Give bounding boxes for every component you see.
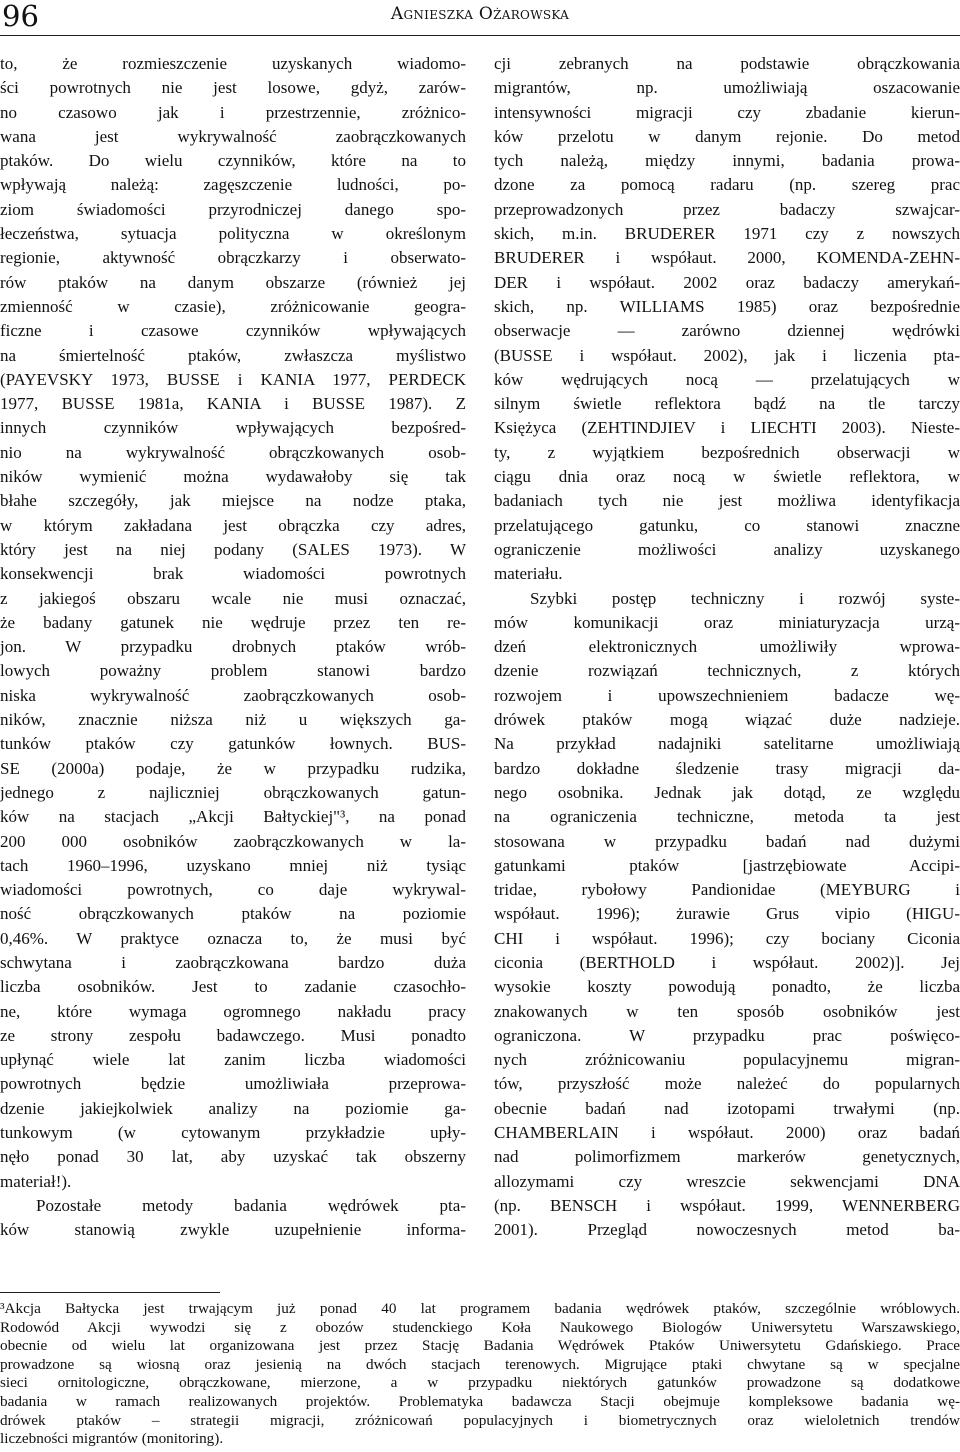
text-line: tridae, rybołowy Pandionidae (MEYBURG i — [494, 880, 960, 900]
text-line: innych czynników wpływających bezpośred- — [0, 418, 466, 438]
text-line: który jest na niej podany (SALES 1973). W — [0, 539, 466, 559]
text-line: tów, przyszłość może należeć do popularnych — [494, 1074, 960, 1094]
text-line: ków przelotu w danym rejonie. Do metod — [494, 126, 960, 146]
text-line: wana jest wykrywalność zaobrączkowanych — [0, 126, 466, 146]
text-line: mów komunikacji oraz miniaturyzacja urzą- — [494, 612, 960, 632]
text-line: skich, np. WILLIAMS 1985) oraz bezpośrednie — [494, 296, 960, 316]
text-line: allozymami czy wreszcie sekwencjami DNA — [494, 1171, 960, 1191]
text-line: badaniach tych nie jest możliwa identyfikacja — [494, 491, 960, 511]
text-line: drówek ptaków mogą wiązać duże nadzieje. — [494, 710, 960, 730]
left-column — [0, 52, 466, 1243]
text-line: łeczeństwa, sytuacja polityczna w określonym — [0, 224, 466, 244]
text-line: intensywności migracji czy zbadanie kierun- — [494, 102, 960, 122]
text-line: 2001). Przegląd nowoczesnych metod ba- — [494, 1220, 960, 1240]
footnote-line: badania w ramach realizowanych projektów. Problematyka badawcza Stacji obejmuje kompleksowe badania wę- — [0, 1392, 960, 1410]
text-line: schwytana i zaobrączkowana bardzo duża — [0, 952, 466, 972]
text-line: współaut. 1996); żurawie Grus vipio (HIGU- — [494, 904, 960, 924]
text-line: dzenie jakiejkolwiek analizy na poziomie ga- — [0, 1098, 466, 1118]
text-line: ści powrotnych nie jest losowe, gdyż, zarów- — [0, 78, 466, 98]
text-line: nego osobnika. Jednak jak dotąd, ze względu — [494, 782, 960, 802]
text-line: DER i współaut. 2002 oraz badaczy amerykań- — [494, 272, 960, 292]
text-line: ków stanowią zwykle uzupełnienie informa- — [0, 1220, 466, 1240]
page-number: 96 — [2, 0, 39, 33]
running-head-author: Agnieszka Ożarowska — [390, 4, 570, 24]
text-line: obserwacje — zarówno dziennej wędrówki — [494, 321, 960, 341]
text-line: ność obrączkowanych ptaków na poziomie — [0, 904, 466, 924]
text-line: lowych poważny problem stanowi bardzo — [0, 661, 466, 681]
footnote-line: ³Akcja Bałtycka jest trwającym już ponad 40 lat programem badania wędrówek ptaków, szczególnie wróblowych. — [0, 1300, 960, 1317]
text-line: ze strony zespołu badawczego. Musi ponadto — [0, 1025, 466, 1045]
text-line: tunków ptaków czy gatunków łownych. BUS- — [0, 734, 466, 754]
text-line: znakowanych w ten sposób osobników jest — [494, 1001, 960, 1021]
header-rule — [0, 35, 960, 36]
text-line: niska wykrywalność zaobrączkowanych osob- — [0, 685, 466, 705]
text-line: powrotnych będzie umożliwiała przeprowa- — [0, 1074, 466, 1094]
text-line: że badany gatunek nie wędruje przez ten re- — [0, 612, 466, 632]
text-line: dzenie rozwiązań technicznych, z których — [494, 661, 960, 681]
text-line: 1977, BUSSE 1981a, KANIA i BUSSE 1987). Z — [0, 394, 466, 414]
text-line: ficzne i czasowe czynników wpływających — [0, 321, 466, 341]
text-line: jon. W przypadku drobnych ptaków wrób- — [0, 637, 466, 657]
text-line: ciągu dnia oraz nocą w świetle reflektora, w — [494, 467, 960, 487]
text-line: wysokie koszty powodują ponadto, że liczba — [494, 977, 960, 997]
text-line: w którym zakładana jest obrączka czy adres, — [0, 515, 466, 535]
text-line: silnym świetle reflektora bądź na tle tarczy — [494, 394, 960, 414]
right-column — [494, 52, 960, 1243]
text-line: liczba osobników. Jest to zadanie czasochło- — [0, 977, 466, 997]
text-line: 200 000 osobników zaobrączkowanych w la- — [0, 831, 466, 851]
text-line: (PAYEVSKY 1973, BUSSE i KANIA 1977, PERDECK — [0, 369, 466, 389]
text-line: skich, m.in. BRUDERER 1971 czy z nowszych — [494, 224, 960, 244]
text-line: stosowana w przypadku badań nad dużymi — [494, 831, 960, 851]
text-line: zmienność w czasie), zróżnicowanie geogra- — [0, 296, 466, 316]
text-line: ne, które wymaga ogromnego nakładu pracy — [0, 1001, 466, 1021]
text-line: nęło ponad 30 lat, aby uzyskać tak obszerny — [0, 1147, 466, 1167]
text-line: ków wędrujących nocą — przelatujących w — [494, 369, 960, 389]
text-line: cji zebranych na podstawie obrączkowania — [494, 54, 960, 73]
text-line: przelatującego gatunku, co stanowi znaczne — [494, 515, 960, 535]
text-line: materiał!). — [0, 1171, 72, 1191]
text-line: Księżyca (ZEHTINDJIEV i LIECHTI 2003). Nieste- — [494, 418, 960, 438]
text-line: błahe szczegóły, jak miejsce na nodze ptaka, — [0, 491, 466, 511]
text-line: ników wymienić można wydawałoby się tak — [0, 467, 466, 487]
text-line: na śmiertelność ptaków, zwłaszcza myślistwo — [0, 345, 466, 365]
text-line: Szybki postęp techniczny i rozwój syste- — [530, 588, 960, 608]
text-line: ziom świadomości przyrodniczej danego spo- — [0, 199, 466, 219]
text-line: no czasowo jak i przestrzennie, zróżnico- — [0, 102, 466, 122]
text-line: nio na wykrywalność obrączkowanych osob- — [0, 442, 466, 462]
text-line: ptaków. Do wielu czynników, które na to — [0, 151, 466, 171]
footnote-line: drówek ptaków – strategii migracji, zróżnicowań populacyjnych i biometrycznych oraz wieloletnich trendów — [0, 1411, 960, 1429]
text-line: nad polimorfizmem markerów genetycznych, — [494, 1147, 960, 1167]
text-line: materiału. — [494, 564, 563, 584]
text-line: z jakiegoś obszaru wcale nie musi oznaczać, — [0, 588, 466, 608]
text-line: 0,46%. W praktyce oznacza to, że musi być — [0, 928, 466, 948]
text-line: tych należą, między innymi, badania prowa- — [494, 151, 960, 171]
text-line: ciconia (BERTHOLD i współaut. 2002)]. Jej — [494, 952, 960, 972]
text-line: SE (2000a) podaje, że w przypadku rudzika, — [0, 758, 466, 778]
text-line: rozwojem i upowszechnieniem badacze wę- — [494, 685, 960, 705]
text-line: BRUDERER i współaut. 2000, KOMENDA-ZEHN- — [494, 248, 960, 268]
text-line: nych zróżnicowaniu populacyjnemu migran- — [494, 1050, 960, 1070]
running-header — [0, 0, 960, 40]
footnote-line: sieci ornitologiczne, obrączkowane, mierzone, a w przypadku niektórych gatunków prowadzone są dodatkowe — [0, 1374, 960, 1392]
text-line: bardzo dokładne śledzenie trasy migracji da- — [494, 758, 960, 778]
footnote-line: liczebności migrantów (monitoring). — [0, 1430, 224, 1448]
text-line: migrantów, np. umożliwiają oszacowanie — [494, 78, 960, 98]
text-line: CHI i współaut. 1996); czy bociany Ciconia — [494, 928, 960, 948]
text-line: konsekwencji brak wiadomości powrotnych — [0, 564, 466, 584]
text-line: ków na stacjach „Akcji Bałtyckiej"³, na ponad — [0, 807, 466, 827]
text-line: upłynąć wiele lat zanim liczba wiadomości — [0, 1050, 466, 1070]
footnote-line: prowadzone są wiosną oraz jesienią na dwóch stacjach terenowych. Migrujące ptaki chwytane są w specjalne — [0, 1355, 960, 1373]
text-line: na ograniczenia techniczne, metoda ta jest — [494, 807, 960, 827]
text-line: wiadomości powrotnych, co daje wykrywal- — [0, 880, 466, 900]
text-line: tach 1960–1996, uzyskano mniej niż tysiąc — [0, 855, 466, 875]
text-line: dzeń elektronicznych umożliwiły wprowa- — [494, 637, 960, 657]
text-line: ograniczenie możliwości analizy uzyskanego — [494, 539, 960, 559]
text-line: (BUSSE i współaut. 2002), jak i liczenia pta- — [494, 345, 960, 365]
text-line: przeprowadzonych przez badaczy szwajcar- — [494, 199, 960, 219]
text-line: ników, znacznie niższa niż u większych ga- — [0, 710, 466, 730]
footnote-line: obecnie od wielu lat organizowana jest przez Stację Badania Wędrówek Ptaków Uniwersytetu Gdańskiego. Prace — [0, 1337, 960, 1355]
text-line: obecnie badań nad izotopami trwałymi (np. — [494, 1098, 960, 1118]
text-line: regionie, aktywność obrączkarzy i obserwato- — [0, 248, 466, 268]
text-line: Pozostałe metody badania wędrówek pta- — [36, 1195, 466, 1215]
footnote-rule — [0, 1292, 220, 1293]
text-line: dzone za pomocą radaru (np. szereg prac — [494, 175, 960, 195]
footnote — [0, 1300, 960, 1449]
text-line: rów ptaków na danym obszarze (również jej — [0, 272, 466, 292]
text-line: ograniczona. W przypadku prac poświęco- — [494, 1025, 960, 1045]
text-line: tunkowym (w cytowanym przykładzie upły- — [0, 1123, 466, 1143]
text-line: wpływają należą: zagęszczenie ludności, po- — [0, 175, 466, 195]
text-line: to, że rozmieszczenie uzyskanych wiadomo- — [0, 54, 466, 73]
text-line: CHAMBERLAIN i współaut. 2000) oraz badań — [494, 1123, 960, 1143]
footnote-line: Rodowód Akcji wywodzi się z obozów studenckiego Koła Naukowego Biologów Uniwersytetu Warszawskiego, — [0, 1318, 960, 1336]
text-line: Na przykład nadajniki satelitarne umożliwiają — [494, 734, 960, 754]
text-line: (np. BENSCH i współaut. 1999, WENNERBERG — [494, 1195, 960, 1215]
text-line: gatunkami ptaków [jastrzębiowate Accipi- — [494, 855, 960, 875]
text-line: jednego z najliczniej obrączkowanych gatun- — [0, 782, 466, 802]
text-line: ty, z wyjątkiem bezpośrednich obserwacji w — [494, 442, 960, 462]
